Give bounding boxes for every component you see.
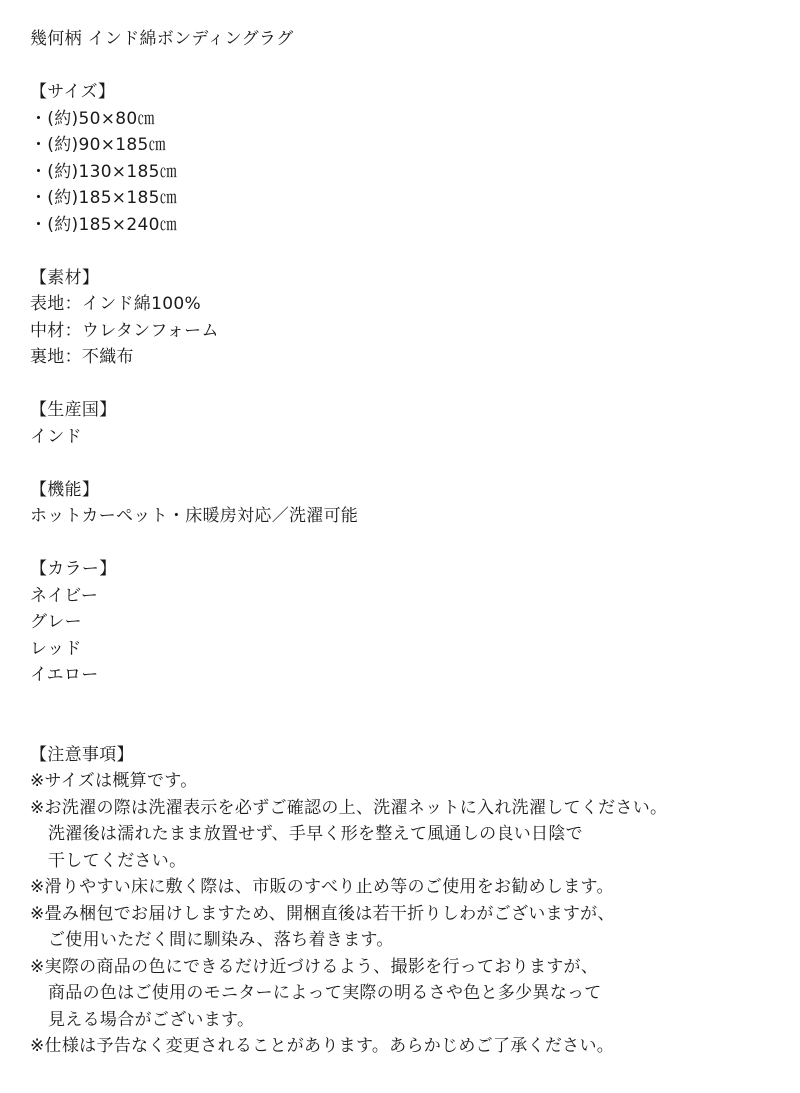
note-line: 見える場合がございます。 bbox=[48, 1009, 255, 1030]
size-item: ・(約)185×185㎝ bbox=[30, 188, 178, 208]
spacer bbox=[30, 530, 790, 557]
size-item: ・(約)50×80㎝ bbox=[30, 108, 155, 129]
spacer bbox=[30, 371, 790, 398]
spacer bbox=[30, 238, 790, 265]
color-heading: 【カラー】 bbox=[30, 559, 117, 579]
notes-heading: 【注意事項】 bbox=[30, 744, 134, 765]
note-line: ※畳み梱包でお届けしますため、開梱直後は若干折りしわがございますが、 bbox=[30, 903, 615, 924]
size-item: ・(約)90×185㎝ bbox=[30, 135, 166, 155]
material-item: 裏地：不織布 bbox=[30, 347, 134, 367]
note-line: ※お洗濯の際は洗濯表示を必ずご確認の上、洗濯ネットに入れ洗濯してください。 bbox=[30, 797, 668, 818]
note-line: ご使用いただく間に馴染み、落ち着きます。 bbox=[48, 930, 394, 950]
note-line: ※滑りやすい床に敷く際は、市販のすべり止め等のご使用をお勧めします。 bbox=[30, 877, 614, 897]
note-line: ※サイズは概算です。 bbox=[30, 771, 198, 791]
origin-item: インド bbox=[30, 426, 82, 447]
color-item: レッド bbox=[30, 638, 82, 659]
size-item: ・(約)185×240㎝ bbox=[30, 214, 178, 235]
color-item: グレー bbox=[30, 612, 82, 632]
product-spec-document bbox=[30, 26, 790, 1060]
note-line: 洗濯後は濡れたまま放置せず、手早く形を整えて風通しの良い日陰で bbox=[48, 824, 583, 844]
size-heading: 【サイズ】 bbox=[30, 82, 116, 102]
note-line: 干してください。 bbox=[48, 850, 187, 871]
size-item: ・(約)130×185㎝ bbox=[30, 161, 178, 182]
material-item: 中材：ウレタンフォーム bbox=[30, 320, 219, 341]
material-heading: 【素材】 bbox=[30, 267, 100, 288]
color-item: イエロー bbox=[30, 665, 99, 685]
note-line: 商品の色はご使用のモニターによって実際の明るさや色と多少異なって bbox=[48, 983, 602, 1003]
function-heading: 【機能】 bbox=[30, 479, 100, 500]
product-title: 幾何柄 インド綿ボンディングラグ bbox=[30, 29, 294, 49]
origin-heading: 【生産国】 bbox=[30, 400, 117, 420]
note-line: ※仕様は予告なく変更されることがあります。あらかじめご了承ください。 bbox=[30, 1036, 615, 1056]
spacer bbox=[30, 450, 790, 477]
note-line: ※実際の商品の色にできるだけ近づけるよう、撮影を行っておりますが、 bbox=[30, 956, 599, 977]
spacer bbox=[30, 689, 790, 742]
spacer bbox=[30, 53, 790, 80]
function-item: ホットカーペット・床暖房対応／洗濯可能 bbox=[30, 506, 359, 526]
color-item: ネイビー bbox=[30, 585, 99, 606]
material-item: 表地：インド綿100% bbox=[30, 294, 201, 314]
